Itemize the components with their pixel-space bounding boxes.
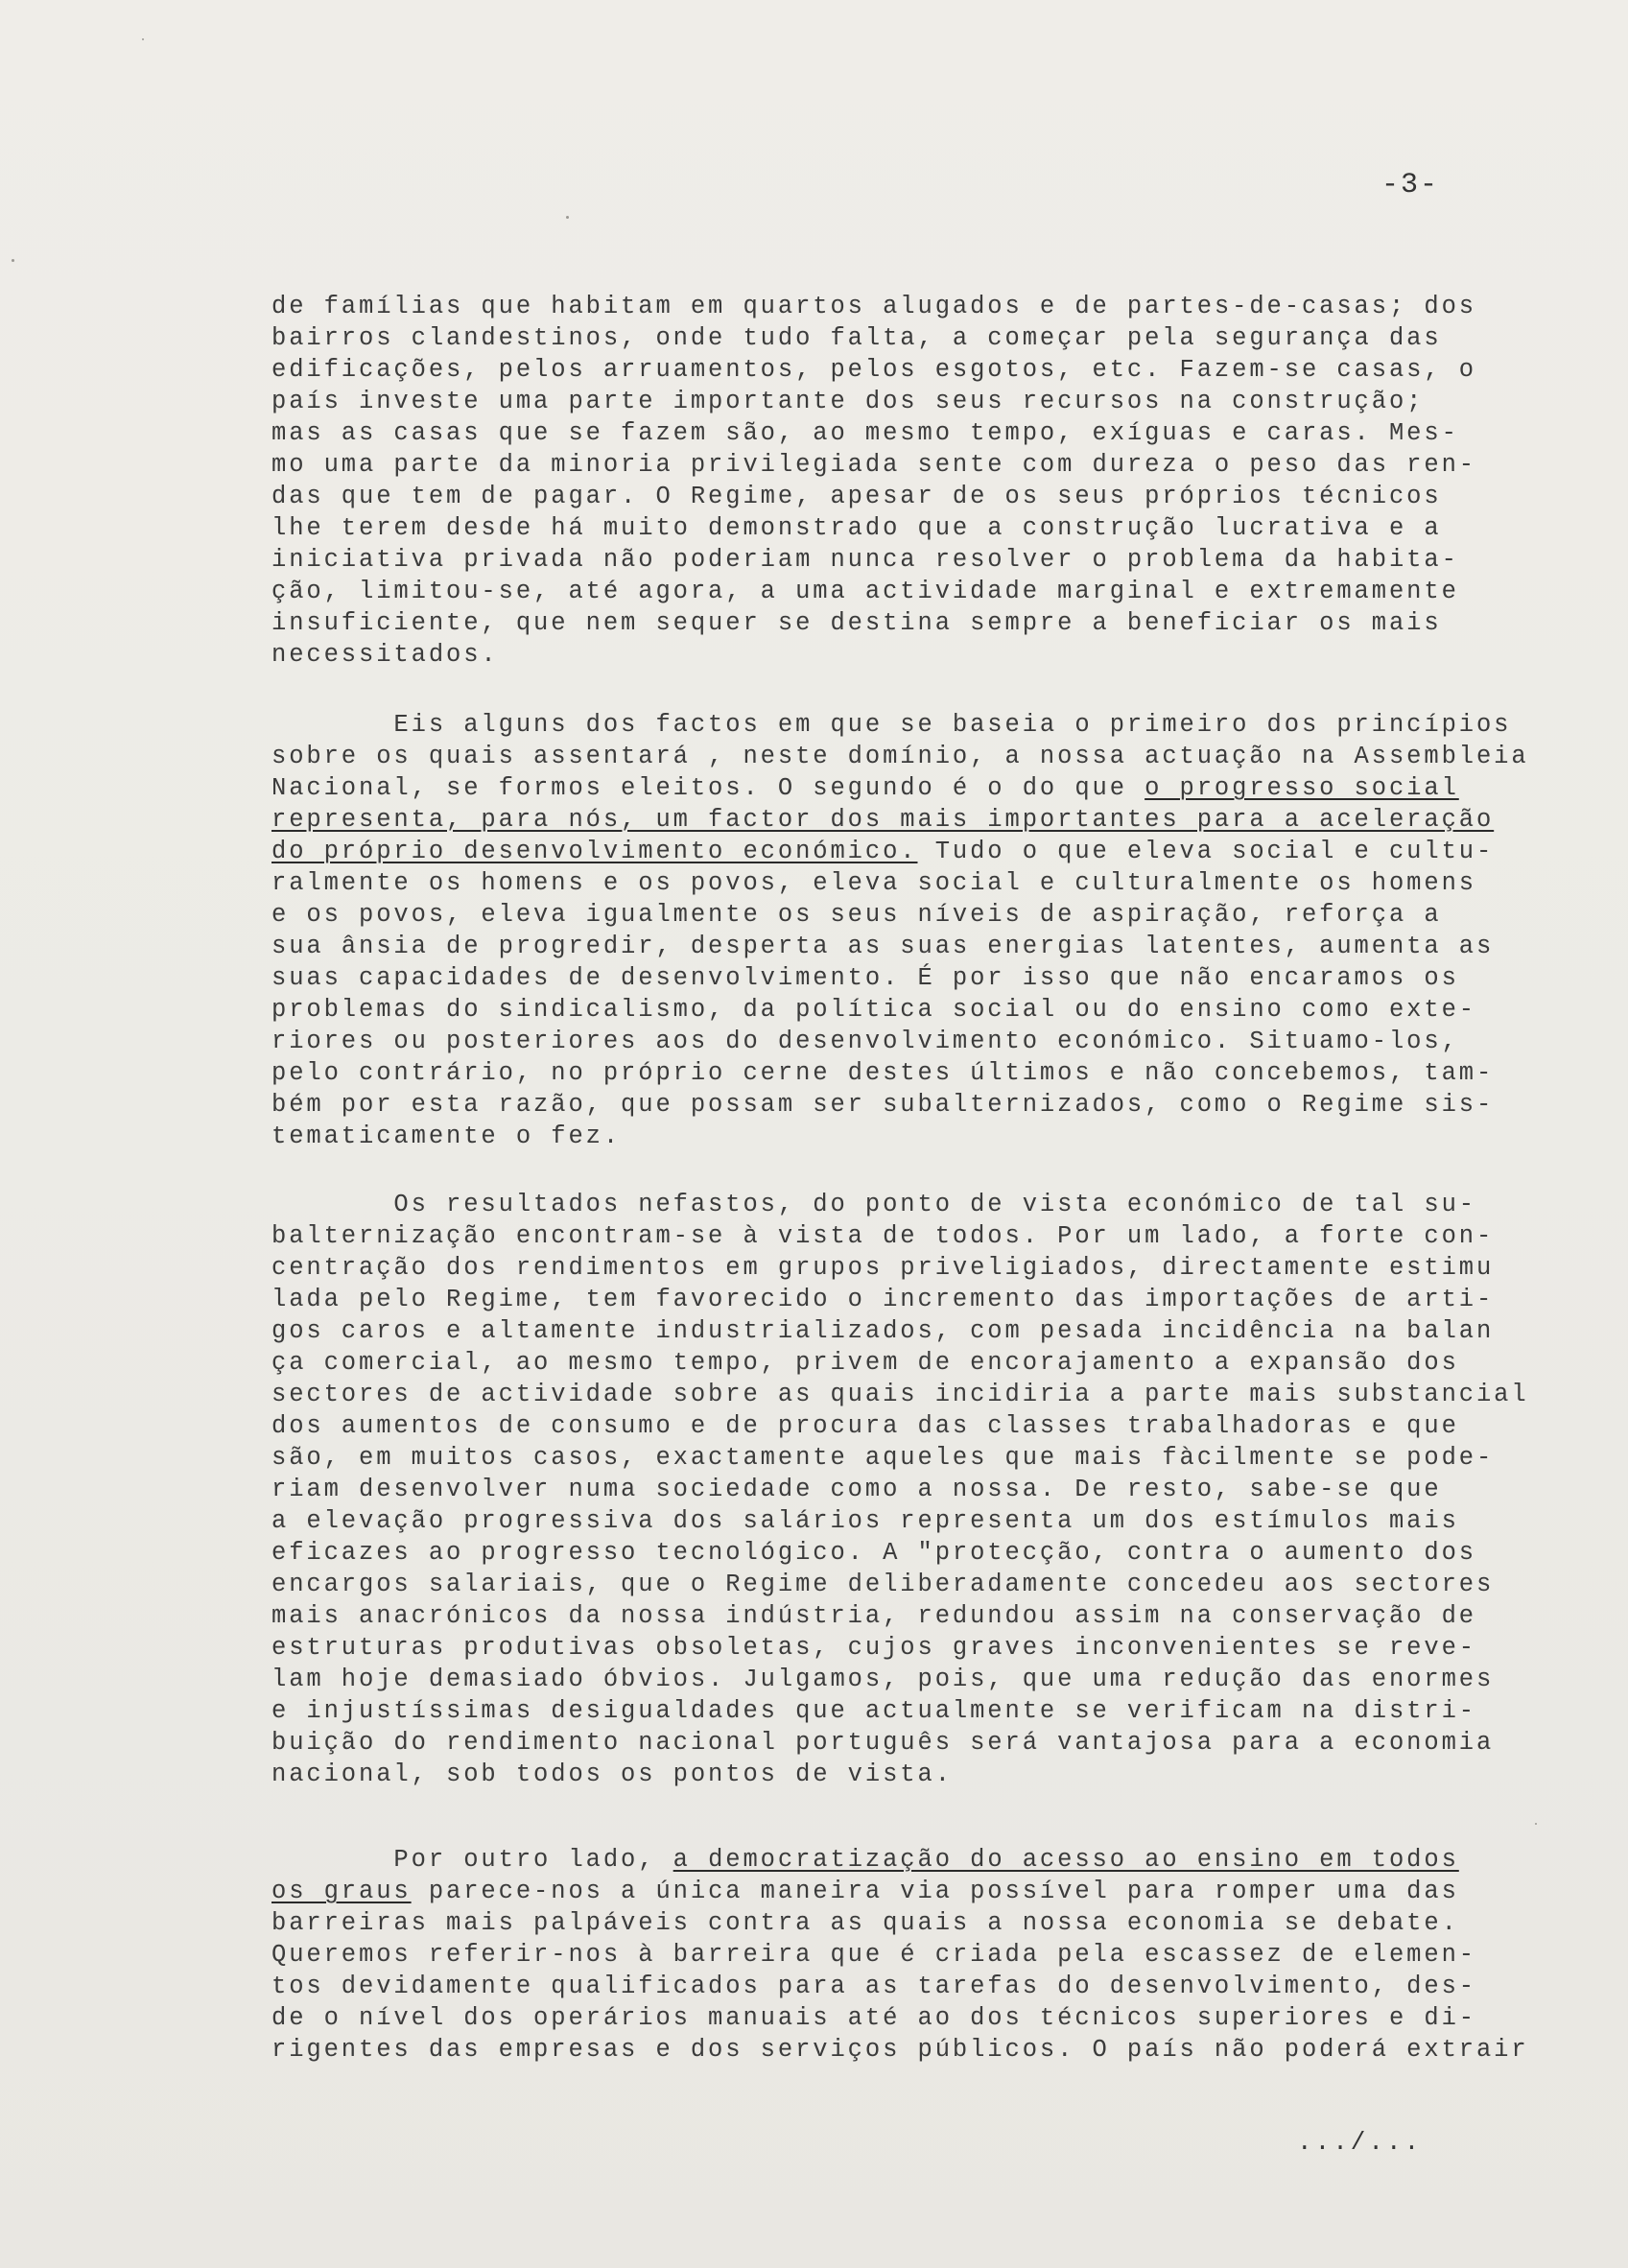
text-segment: bém por esta razão, que possam ser subalternizados, como o Regime sis- [271,1091,1495,1119]
paragraph-education [271,1844,1529,2066]
text-line [271,1632,1519,1664]
text-line [271,1284,1519,1315]
text-line [271,1505,1519,1537]
scan-speck [142,38,144,40]
scan-speck [12,259,14,262]
text-segment: são, em muitos casos, exactamente aqueles que mais fàcilmente se pode- [271,1444,1495,1472]
text-line [271,931,1519,962]
text-line [271,1971,1519,2002]
text-segment: balternização encontram-se à vista de todos. Por um lado, a forte con- [271,1222,1495,1250]
text-segment: a elevação progressiva dos salários representa um dos estímulos mais [271,1507,1459,1535]
text-segment: de o nível dos operários manuais até ao dos técnicos superiores e di- [271,2004,1476,2032]
continuation-mark: .../... [1297,2128,1423,2157]
text-segment: parece-nos a única maneira via possível para romper uma das [411,1878,1459,1905]
text-line [271,1600,1519,1632]
text-line [271,512,1519,544]
text-line [271,607,1519,639]
text-segment: encargos salariais, que o Regime deliberadamente concedeu aos sectores [271,1571,1495,1598]
text-line [271,481,1519,512]
text-segment: lada pelo Regime, tem favorecido o incremento das importações de arti- [271,1286,1495,1313]
text-segment: Os resultados nefastos, do ponto de vista económico de tal su- [271,1191,1476,1218]
text-segment: país investe uma parte importante dos seus recursos na construção; [271,388,1425,415]
text-segment: insuficiente, que nem sequer se destina sempre a beneficiar os mais [271,609,1442,637]
text-segment: necessitados. [271,641,499,669]
text-segment: rigentes das empresas e dos serviços públicos. O país não poderá extrair [271,2036,1529,2064]
scan-speck [1535,1823,1537,1825]
text-line [271,1057,1519,1089]
paragraph-social-progress [271,709,1529,1152]
text-line [271,639,1519,671]
text-segment: tematicamente o fez. [271,1122,622,1150]
text-segment: Por outro lado, [271,1846,673,1874]
underlined-text: o progresso social [1144,774,1459,802]
text-line [271,1844,1519,1876]
text-line [271,836,1519,867]
text-segment: de famílias que habitam em quartos alugados e de partes-de-casas; dos [271,293,1476,320]
text-line [271,1315,1519,1347]
text-line [271,741,1529,772]
text-segment: riam desenvolver numa sociedade como a nossa. De resto, sabe-se que [271,1476,1442,1503]
text-segment: centração dos rendimentos em grupos priveligiados, directamente estimu [271,1254,1495,1282]
text-line [271,1189,1519,1220]
text-line [271,1220,1519,1252]
text-segment: ça comercial, ao mesmo tempo, privem de encorajamento a expansão dos [271,1349,1459,1377]
text-line [271,1569,1519,1600]
paragraph-economic-effects [271,1189,1529,1790]
text-line [271,449,1519,481]
underlined-text: a democratização do acesso ao ensino em todos [672,1846,1459,1874]
text-segment: iniciativa privada não poderiam nunca resolver o problema da habita- [271,546,1459,574]
text-line [271,291,1519,322]
text-segment: e injustíssimas desigualdades que actualmente se verificam na distri- [271,1697,1476,1725]
text-line [271,322,1519,354]
text-line [271,804,1519,836]
underlined-text: os graus [271,1878,412,1905]
text-line [271,1347,1519,1379]
text-line [271,417,1519,449]
underlined-text: do próprio desenvolvimento económico. [271,838,918,865]
text-line [271,962,1519,994]
paragraph-housing [271,291,1519,671]
text-segment: bairros clandestinos, onde tudo falta, a começar pela segurança das [271,324,1442,352]
text-segment: mo uma parte da minoria privilegiada sente com dureza o peso das ren- [271,451,1476,479]
text-line [271,544,1519,576]
text-line [271,1026,1519,1057]
text-line [271,994,1519,1026]
text-line [271,867,1519,899]
text-line [271,1379,1529,1410]
text-segment: gos caros e altamente industrializados, com pesada incidência na balan [271,1317,1495,1345]
text-segment: tos devidamente qualificados para as tarefas do desenvolvimento, des- [271,1973,1476,2000]
text-line [271,1442,1519,1474]
text-segment: buição do rendimento nacional português será vantajosa para a economia [271,1729,1495,1757]
text-segment: Nacional, se formos eleitos. O segundo é o do que [271,774,1145,802]
text-segment: riores ou posteriores aos do desenvolvimento económico. Situamo-los, [271,1028,1459,1055]
text-line [271,1664,1519,1695]
text-segment: das que tem de pagar. O Regime, apesar de os seus próprios técnicos [271,483,1442,510]
text-line [271,709,1519,741]
text-segment: lhe terem desde há muito demonstrado que a construção lucrativa e a [271,514,1442,542]
text-line [271,576,1519,607]
text-segment: mas as casas que se fazem são, ao mesmo tempo, exíguas e caras. Mes- [271,419,1459,447]
text-line [271,386,1519,417]
text-line [271,1759,1519,1790]
text-segment: nacional, sob todos os pontos de vista. [271,1760,953,1788]
text-line [271,1876,1519,1907]
text-segment: dos aumentos de consumo e de procura das classes trabalhadoras e que [271,1412,1459,1440]
text-segment: ção, limitou-se, até agora, a uma actividade marginal e extremamente [271,578,1459,605]
underlined-text: representa, para nós, um factor dos mais importantes para a aceleração [271,806,1495,834]
text-line [271,2034,1529,2066]
text-line [271,1252,1519,1284]
text-line [271,1474,1519,1505]
text-line [271,1727,1519,1759]
text-line [271,2002,1519,2034]
text-line [271,1089,1519,1121]
text-line [271,899,1519,931]
text-segment: sobre os quais assentará , neste domínio, a nossa actuação na Assembleia [271,743,1529,770]
text-segment: Tudo o que eleva social e cultu- [917,838,1495,865]
text-segment: barreiras mais palpáveis contra as quais a nossa economia se debate. [271,1909,1459,1937]
text-segment: sectores de actividade sobre as quais incidiria a parte mais substancial [271,1381,1529,1408]
scan-speck [566,216,569,219]
text-segment: e os povos, eleva igualmente os seus níveis de aspiração, reforça a [271,901,1442,929]
text-line [271,772,1519,804]
text-segment: edificações, pelos arruamentos, pelos esgotos, etc. Fazem-se casas, o [271,356,1476,384]
text-segment: Eis alguns dos factos em que se baseia o primeiro dos princípios [271,711,1512,739]
text-segment: Queremos referir-nos à barreira que é criada pela escassez de elemen- [271,1941,1476,1969]
text-segment: ralmente os homens e os povos, eleva social e culturalmente os homens [271,869,1476,897]
text-segment: estruturas produtivas obsoletas, cujos graves inconvenientes se reve- [271,1634,1476,1662]
text-segment: sua ânsia de progredir, desperta as suas energias latentes, aumenta as [271,933,1495,960]
text-line [271,1907,1519,1939]
text-segment: eficazes ao progresso tecnológico. A "protecção, contra o aumento dos [271,1539,1476,1567]
text-segment: problemas do sindicalismo, da política social ou do ensino como exte- [271,996,1476,1024]
text-segment: mais anacrónicos da nossa indústria, redundou assim na conservação de [271,1602,1476,1630]
text-line [271,354,1519,386]
text-segment: lam hoje demasiado óbvios. Julgamos, pois, que uma redução das enormes [271,1666,1495,1693]
page-number: -3- [1381,169,1440,201]
text-line [271,1537,1519,1569]
text-segment: pelo contrário, no próprio cerne destes últimos e não concebemos, tam- [271,1059,1495,1087]
text-segment: suas capacidades de desenvolvimento. É por isso que não encaramos os [271,964,1459,992]
text-line [271,1121,1519,1152]
text-line [271,1695,1519,1727]
text-line [271,1410,1519,1442]
text-line [271,1939,1519,1971]
